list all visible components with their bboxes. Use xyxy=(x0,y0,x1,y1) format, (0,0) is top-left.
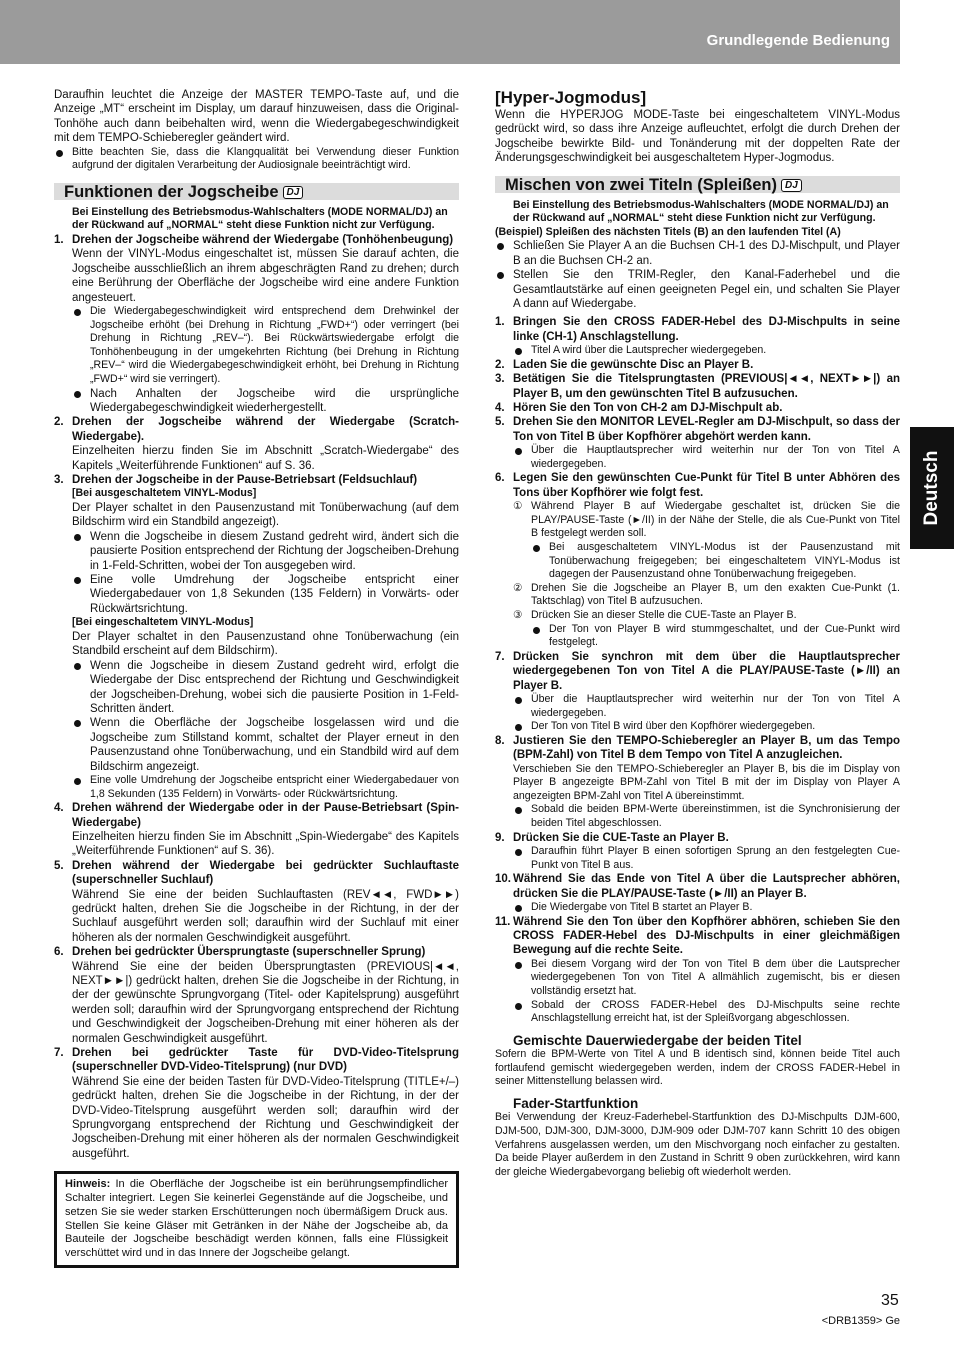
subheading-dauerwiedergabe: Gemischte Dauerwiedergabe der beiden Titel xyxy=(513,1032,802,1048)
mix-step-10-bullet: Die Wiedergabe von Titel B startet an Player B. xyxy=(495,901,900,915)
mix-step-6-sub-2: ② Drehen Sie die Jogscheibe an Player B, um den exakten Cue-Punkt (1. Taktschlag) von Titel B aufzusuchen. xyxy=(513,581,900,608)
subheading-fader-start: Fader-Startfunktion xyxy=(513,1095,639,1111)
section-title-text: Funktionen der Jogscheibe xyxy=(64,182,279,201)
step-6-title: 6. Drehen bei gedrückter Übersprungtaste (superschneller Sprung) xyxy=(54,946,426,959)
mix-step-7-bullet-2: Der Ton von Titel B wird über den Kopfhörer wiedergegeben. xyxy=(495,720,900,734)
doc-code: <DRB1359> Ge xyxy=(821,1315,900,1327)
intro-bullet: Bitte beachten Sie, dass die Klangqualität bei Verwendung dieser Funktion aufgrund der digitalen Verarbeitung der Audiosignale beeinträchtigt wird. xyxy=(54,146,459,173)
language-tab-label: Deutsch xyxy=(921,450,942,526)
mix-step-1-bullet: Titel A wird über die Lautsprecher wiedergegeben. xyxy=(495,344,900,358)
step-3-bullet-2: Eine volle Umdrehung der Jogscheibe entspricht einer Wiedergabedauer von 1,8 Sekunden (135 Feldern) in Vorwärts- oder Rückwärtsrichtung. xyxy=(54,573,459,616)
step-3-sub-2: [Bei eingeschaltetem VINYL-Modus] xyxy=(72,616,254,629)
mix-step-8-bullet: Sobald die beiden BPM-Werte übereinstimmen, ist die Synchronisierung der beiden Titel abgeschlossen. xyxy=(495,803,900,830)
mix-step-5: 5. Drehen Sie den MONITOR LEVEL-Regler am DJ-Mischpult, so dass der Ton von Titel B über Kopfhörer abgehört werden kann. xyxy=(495,416,900,443)
mix-step-6-sub-3: ③ Drücken Sie an dieser Stelle die CUE-Taste an Player B. xyxy=(513,609,797,622)
section-title-text: Mischen von zwei Titeln (Spleißen) xyxy=(505,175,777,194)
step-2-title: 2. Drehen der Jogscheibe während der Wiedergabe (Scratch-Wiedergabe). xyxy=(54,416,459,443)
language-tab xyxy=(910,427,954,549)
section-title-mischen xyxy=(495,176,900,193)
mix-step-9: 9. Drücken Sie die CUE-Taste an Player B. xyxy=(495,831,729,844)
step-5-text: Während Sie eine der beiden Suchlauftasten (REV◄◄, FWD►►) gedrückt halten, drehen Sie die Jogscheibe in der Richtung, in der der Suchlauf ausgeführt werden soll; daraufhin wird der Suchlauf mit einer höheren als der normalen Geschwindigkeit ausgeführt. xyxy=(72,888,459,944)
pre-bullet-2: Stellen Sie den TRIM-Regler, den Kanal-Faderhebel und die Gesamtlautstärke auf einen geeigneten Pegel ein, und schalten Sie Player A dann auf Wiedergabe. xyxy=(495,268,900,311)
mode-note: Bei Einstellung des Betriebsmodus-Wahlschalters (MODE NORMAL/DJ) an der Rückwand auf „NORMAL“ steht diese Funktion nicht zur Verfügung. xyxy=(513,198,889,225)
mix-step-6: 6. Legen Sie den gewünschten Cue-Punkt für Titel B unter Abhören des Tons über Kopfhörer wie folgt fest. xyxy=(495,472,900,499)
fader-start-text: Bei Verwendung der Kreuz-Faderhebel-Startfunktion des DJ-Mischpults DJM-600, DJM-500, DJM-300, DJM-3000, DJM-909 oder DJM-707 kann Schritt 10 des obigen Verfahrens ausgelassen werden, um den Mischvorgang noch einfacher zu gestalten. Da beide Player außerdem in den Zustand in Schritt 9 oben zurückkehren, wird kann der gleiche Wiedergabevorgang beliebig oft wiederholt werden. xyxy=(495,1111,900,1178)
mix-step-3: 3. Betätigen Sie die Titelsprungtasten (PREVIOUS|◄◄, NEXT►►|) an Player B, um den gewünschten Titel B aufzusuchen. xyxy=(495,373,900,400)
step-3-bullet-4: Wenn die Oberfläche der Jogscheibe losgelassen wird und die Jogscheibe zum Stillstand kommt, schaltet der Player erneut in den Pausenzustand ohne Tonüberwachung, und ein Standbild wird auf dem Bildschirm angezeigt. xyxy=(54,716,459,774)
dauerwiedergabe-text: Sofern die BPM-Werte von Titel A und B identisch sind, können beide Titel auch fortlaufend gemischt wiedergegeben werden, indem der CROSS FADER-Hebel in seiner Mittenstellung belassen wird. xyxy=(495,1048,900,1088)
step-7-title: 7. Drehen bei gedrückter Taste für DVD-Video-Titelsprung (superschneller DVD-Video-Titelsprung) (nur DVD) xyxy=(54,1047,459,1074)
mix-step-6-sub-3-bullet: Der Ton von Player B wird stummgeschaltet, und der Cue-Punkt wird festgelegt. xyxy=(495,623,900,650)
mix-step-8: 8. Justieren Sie den TEMPO-Schieberegler an Player B, um das Tempo (BPM-Zahl) von Titel B dem Tempo von Titel A anzugleichen. xyxy=(495,734,900,762)
note-box xyxy=(54,1171,459,1268)
step-3-bullet-5: Eine volle Umdrehung der Jogscheibe entspricht einer Wiedergabedauer von 1,8 Sekunden (135 Feldern) in Vorwärts- oder Rückwärtsrichtung. xyxy=(54,774,459,801)
step-4-text: Einzelheiten hierzu finden Sie im Abschnitt „Spin-Wiedergabe“ des Kapitels „Weiterführende Funktionen“ auf S. 36). xyxy=(72,830,459,858)
mix-step-5-bullet: Über die Hauptlautsprecher wird weiterhin nur der Ton von Titel A wiedergegeben. xyxy=(495,444,900,471)
mix-step-11-bullet-2: Sobald der CROSS FADER-Hebel des DJ-Mischpults seine rechte Anschlagstellung erreicht hat, ist der Spleißvorgang abgeschlossen. xyxy=(495,999,900,1026)
dj-badge-icon: DJ xyxy=(781,179,802,192)
header-title: Grundlegende Bedienung xyxy=(706,32,890,49)
note-label: Hinweis: xyxy=(65,1178,111,1191)
hyper-jog-text: Wenn die HYPERJOG MODE-Taste bei eingeschaltetem VINYL-Modus gedrückt wird, so dass ihre Anzeige aufleuchtet, erfolgt die durch Drehen der Jogscheibe bewirkte Bild- und Tonänderung mit der doppelten Rate der Änderungsgeschwindigkeit bei ausgeschaltetem Hyper-Jogmodus. xyxy=(495,109,900,165)
intro-text: Daraufhin leuchtet die Anzeige der MASTER TEMPO-Taste auf, und die Anzeige „MT“ erscheint im Display, um darauf hinzuweisen, dass die Original-Tonhöhe auch dann beibehalten wird, wenn die Wiedergabegeschwindigkeit mit dem TEMPO-Schieberegler geändert wird. xyxy=(54,89,459,145)
mix-step-6-sub-1: ① Während Player B auf Wiedergabe geschaltet ist, drücken Sie die PLAY/PAUSE-Taste (►/II) in der Nähe der Stelle, die als Cue-Punkt von Titel B festgelegt werden soll. xyxy=(513,500,900,540)
step-1-bullet-2: Nach Anhalten der Jogscheibe wird die ursprüngliche Wiedergabegeschwindigkeit wiederhergestellt. xyxy=(54,387,459,416)
step-3-text-1: Der Player schaltet in den Pausenzustand mit Tonüberwachung (auf dem Bildschirm wird ein Standbild angezeigt). xyxy=(72,502,459,529)
mix-step-6-sub-1-bullet: Bei ausgeschaltetem VINYL-Modus ist der Pausenzustand mit Tonüberwachung freigegeben; bei eingeschaltetem VINYL-Modus ist dagegen der Pausenzustand ohne Tonüberwachung freigegeben. xyxy=(495,541,900,582)
mode-note: Bei Einstellung des Betriebsmodus-Wahlschalters (MODE NORMAL/DJ) an der Rückwand auf „NORMAL“ steht diese Funktion nicht zur Verfügung. xyxy=(72,205,448,232)
step-3-sub-1: [Bei ausgeschaltetem VINYL-Modus] xyxy=(72,487,257,500)
mix-step-2: 2. Laden Sie die gewünschte Disc an Player B. xyxy=(495,358,754,371)
right-column xyxy=(495,88,900,1179)
mix-step-8-text: Verschieben Sie den TEMPO-Schieberegler an Player B, bis die im Display von Player B angezeigte BPM-Zahl von Titel B mit der im Display von Player A angezeigten BPM-Zahl von Titel A übereinstimmt. xyxy=(513,762,900,802)
example-line: (Beispiel) Spleißen des nächsten Titels (B) an den laufenden Titel (A) xyxy=(495,225,841,238)
step-3-text-2: Der Player schaltet in den Pausenzustand ohne Tonüberwachung (ein Standbild erscheint auf dem Bildschirm). xyxy=(72,630,459,658)
step-3-bullet-1: Wenn die Jogscheibe in diesem Zustand gedreht wird, ändert sich die pausierte Position entsprechend der Richtung der Jogscheiben-Drehung in 1-Feld-Schritten, wobei der Ton ausgegeben wird. xyxy=(54,530,459,573)
step-3-title: 3. Drehen der Jogscheibe in der Pause-Betriebsart (Feldsuchlauf) xyxy=(54,474,418,487)
step-6-text: Während Sie eine der beiden Übersprungtasten (PREVIOUS|◄◄, NEXT►►|) gedrückt halten, drehen Sie die Jogscheibe in der Richtung, in der der gewünschte Sprungvorgang (Titel- oder Kapitelsprung) ausgeführt werden soll; daraufhin wird der Sprungvorgang entsprechend der Richtung und Geschwindigkeit der Jogscheiben-Drehung mit einer höheren als der normalen Geschwindigkeit ausgeführt. xyxy=(72,960,459,1045)
step-1-bullet-1: Die Wiedergabegeschwindigkeit wird entsprechend dem Drehwinkel der Jogscheibe erhöht (bei Drehung in Richtung „FWD+“) oder verringert (bei Drehung in Richtung „REV–“). Bei Rückwärtswiedergabe erfolgt die Tonhöhenbeugung in der umgekehrten Richtung (bei Drehung in Richtung „REV–“ wird die Wiedergabegeschwindigkeit erhöht, bei Drehung in Richtung „FWD+“ wird sie verringert). xyxy=(54,305,459,387)
hyper-jog-title: [Hyper-Jogmodus] xyxy=(495,88,647,107)
step-4-title: 4. Drehen während der Wiedergabe oder in der Pause-Betriebsart (Spin-Wiedergabe) xyxy=(54,802,459,829)
step-3-bullet-3: Wenn die Jogscheibe in diesem Zustand gedreht wird, erfolgt die Wiedergabe der Disc entsprechend der Richtung und Geschwindigkeit der Jogscheiben-Drehung, wobei sich die pausierte Position in 1-Feld-Schritten ändert. xyxy=(54,659,459,717)
mix-step-7: 7. Drücken Sie synchron mit dem über die Hauptlautsprecher wiedergegebenen Ton von Titel A die PLAY/PAUSE-Taste (►/II) an Player B. xyxy=(495,650,900,692)
mix-step-11-bullet-1: Bei diesem Vorgang wird der Ton von Titel B dem über die Lautsprecher wiedergegebenen Ton von Titel A allmählich zugemischt, bis er diesen vollständig ersetzt hat. xyxy=(495,958,900,999)
pre-bullet-1: Schließen Sie Player A an die Buchsen CH-1 des DJ-Mischpult, und Player B an die Buchsen CH-2 an. xyxy=(495,239,900,268)
page-number: 35 xyxy=(881,1292,899,1309)
step-1-text: Wenn der VINYL-Modus eingeschaltet ist, müssen Sie darauf achten, die Jogscheibe ausschließlich an ihrem abgeschrägten Rand zu drehen; durch eine Berührung der Oberfläche der Jogscheibe wird eine andere Funktion angesteuert. xyxy=(72,248,459,304)
step-1-title: 1. Drehen der Jogscheibe während der Wiedergabe (Tonhöhenbeugung) xyxy=(54,234,454,246)
mix-step-9-bullet: Daraufhin führt Player B einen sofortigen Sprung an den festgelegten Cue-Punkt von Titel B aus. xyxy=(495,845,900,872)
section-title-jogscheibe xyxy=(54,183,459,200)
mix-step-4: 4. Hören Sie den Ton von CH-2 am DJ-Mischpult ab. xyxy=(495,402,783,415)
step-2-text: Einzelheiten hierzu finden Sie im Abschnitt „Scratch-Wiedergabe“ des Kapitels „Weiterführende Funktionen“ auf S. 36. xyxy=(72,445,459,472)
mix-step-1: 1. Bringen Sie den CROSS FADER-Hebel des DJ-Mischpults in seine linke (CH-1) Anschlagstellung. xyxy=(495,316,900,343)
mix-step-7-bullet-1: Über die Hauptlautsprecher wird weiterhin nur der Ton von Titel A wiedergegeben. xyxy=(495,693,900,720)
mix-step-10: 10. Während Sie das Ende von Titel A über die Lautsprecher abhören, drücken Sie die PLAY/PAUSE-Taste (►/II) an Player B. xyxy=(495,873,900,900)
mix-step-11: 11. Während Sie den Ton über den Kopfhörer abhören, schieben Sie den CROSS FADER-Hebel des DJ-Mischpults in einer gleichmäßigen Bewegung auf die rechte Seite. xyxy=(495,915,900,957)
page-header xyxy=(0,0,900,64)
left-column xyxy=(54,88,459,1268)
dj-badge-icon: DJ xyxy=(283,186,304,199)
note-text: In die Oberfläche der Jogscheibe ist ein berührungsempfindlicher Schalter integriert. Legen Sie keinerlei Gegenstände auf die Jogscheibe, und setzen Sie sie weder starken Erschütterungen noch übermäßigem Druck aus. Stellen Sie keine Gläser mit Getränken in der Nähe der Jogscheibe ab, da Bauteile der Jogscheibe beschädigt werden können, falls eine Flüssigkeit verschüttet wird und in das Innere der Jogscheibe gelangt. xyxy=(65,1178,448,1260)
step-5-title: 5. Drehen während der Wiedergabe bei gedrückter Suchlauftaste (superschneller Suchlauf) xyxy=(54,859,459,887)
step-7-text: Während Sie eine der beiden Tasten für DVD-Video-Titelsprung (TITLE+/–) gedrückt halten, drehen Sie die Jogscheibe in der Richtung, in der der DVD-Video-Titelsprung ausgeführt werden soll; daraufhin wird der Sprungvorgang entsprechend der Richtung und Geschwindigkeit der Jogscheiben-Drehung mit einer höheren als der normalen Geschwindigkeit ausgeführt. xyxy=(72,1075,459,1160)
